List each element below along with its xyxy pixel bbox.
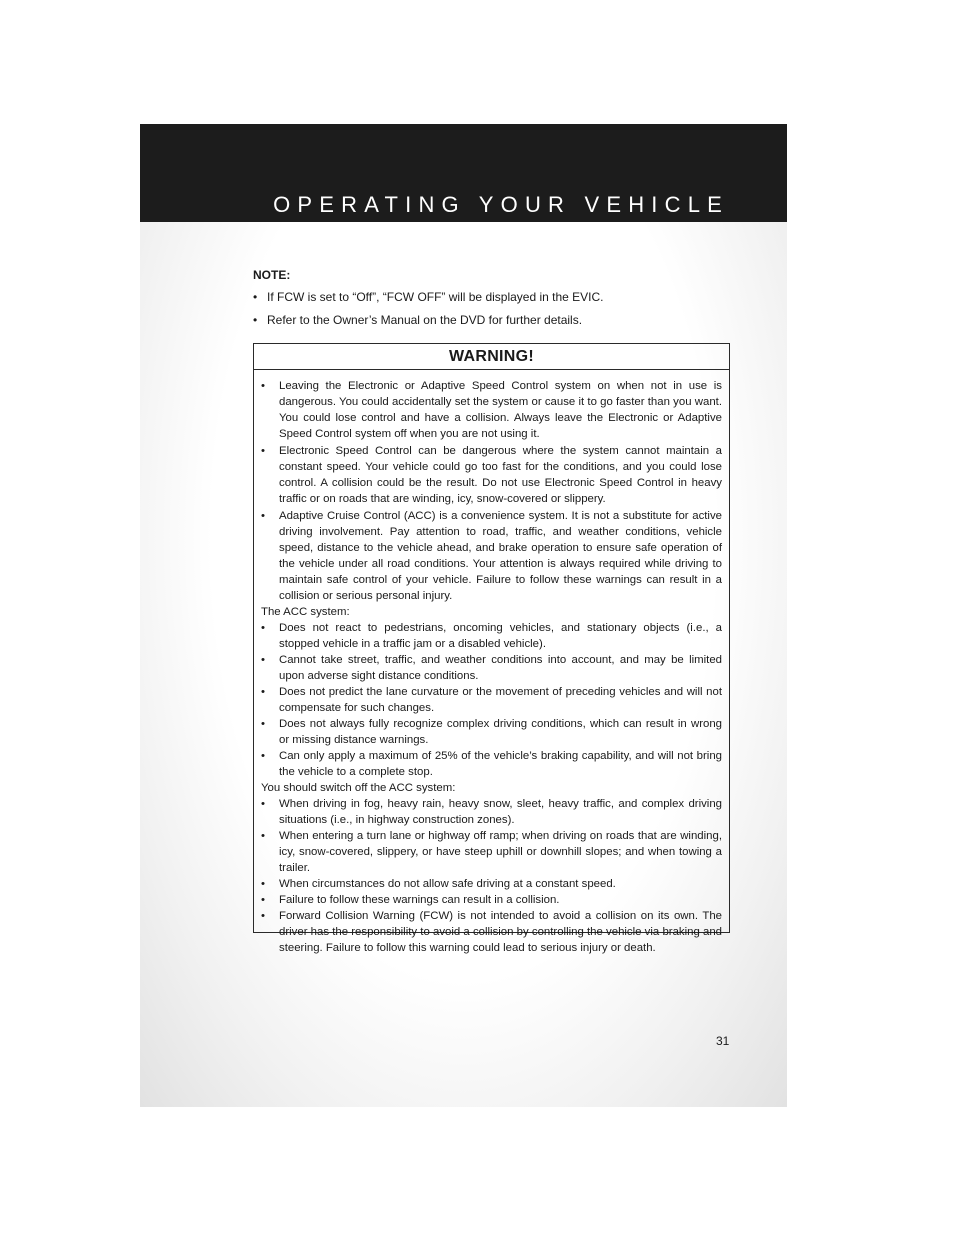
acc-intro: The ACC system:: [261, 606, 350, 618]
warning-list-switch-off: [261, 796, 722, 956]
note-label: NOTE:: [253, 268, 291, 282]
note-item: • Refer to the Owner’s Manual on the DVD for further details.: [253, 313, 583, 327]
warning-item: • Does not predict the lane curvature or the movement of preceding vehicles and will not compensate for such changes.: [261, 686, 722, 714]
warning-item: • Failure to follow these warnings can result in a collision.: [261, 894, 560, 906]
switch-off-intro: You should switch off the ACC system:: [261, 782, 456, 794]
section-header: [140, 124, 787, 222]
bullet-icon: •: [261, 510, 265, 522]
bullet-icon: •: [261, 686, 265, 698]
warning-item: • Does not always fully recognize complex driving conditions, which can result in wrong or missing distance warnings.: [261, 718, 722, 746]
warning-list-acc-limits: [261, 620, 722, 780]
warning-item: • When circumstances do not allow safe driving at a constant speed.: [261, 878, 616, 890]
warning-item: • When driving in fog, heavy rain, heavy snow, sleet, heavy traffic, and complex driving situations (i.e., in highway construction zones).: [261, 798, 722, 826]
page-number: 31: [716, 1034, 730, 1048]
warning-item: • Forward Collision Warning (FCW) is not intended to avoid a collision on its own. The driver has the responsibility to avoid a collision by controlling the vehicle via braking and steering. Failure to follow this warning could lead to serious injury or death.: [261, 910, 722, 954]
bullet-icon: •: [261, 445, 265, 457]
bullet-icon: •: [261, 654, 265, 666]
bullet-icon: •: [261, 718, 265, 730]
warning-item: • Does not react to pedestrians, oncoming vehicles, and stationary objects (i.e., a stopped vehicle in a traffic jam or a disabled vehicle).: [261, 622, 722, 650]
bullet-icon: •: [261, 380, 265, 392]
bullet-icon: •: [261, 894, 265, 906]
warning-title: WARNING!: [254, 344, 729, 370]
warning-item: • When entering a turn lane or highway off ramp; when driving on roads that are winding, icy, snow-covered, slippery, or have steep uphill or downhill slopes; and when towing a trailer.: [261, 830, 722, 874]
bullet-icon: •: [261, 878, 265, 890]
warning-item: • Cannot take street, traffic, and weather conditions into account, and may be limited upon adverse sight distance conditions.: [261, 654, 722, 682]
warning-item: • Can only apply a maximum of 25% of the vehicle’s braking capability, and will not bring the vehicle to a complete stop.: [261, 750, 722, 778]
warning-body: [254, 370, 729, 956]
bullet-icon: •: [261, 910, 265, 922]
section-title: OPERATING YOUR VEHICLE: [273, 192, 729, 217]
note-list: [253, 289, 733, 335]
bullet-icon: •: [261, 750, 265, 762]
bullet-icon: •: [261, 830, 265, 842]
warning-list-general: [261, 378, 722, 604]
warning-item: • Electronic Speed Control can be dangerous where the system cannot maintain a constant speed. Your vehicle could go too fast for the conditions, and you could lose control. A collision could be the result. Do not use Electronic Speed Control in heavy traffic or on roads that are winding, icy, snow-covered or slippery.: [261, 445, 722, 505]
note-item: • If FCW is set to “Off”, “FCW OFF” will be displayed in the EVIC.: [253, 290, 604, 304]
bullet-icon: •: [253, 313, 258, 327]
bullet-icon: •: [253, 290, 258, 304]
manual-page: [140, 124, 787, 1107]
bullet-icon: •: [261, 798, 265, 810]
warning-item: • Leaving the Electronic or Adaptive Speed Control system on when not in use is dangerous. You could accidentally set the system or cause it to go faster than you want. You could lose control and have a collision. Always leave the Electronic or Adaptive Speed Control system off when you are not using it.: [261, 380, 722, 440]
warning-box: [253, 343, 730, 954]
warning-item: • Adaptive Cruise Control (ACC) is a convenience system. It is not a substitute for active driving involvement. Pay attention to road, traffic, and weather conditions, vehicle speed, distance to the vehicle ahead, and brake operation to ensure safe operation of the vehicle under all road conditions. Your attention is always required while driving to maintain safe control of your vehicle. Failure to follow these warnings can result in a collision or serious personal injury.: [261, 510, 722, 602]
bullet-icon: •: [261, 622, 265, 634]
